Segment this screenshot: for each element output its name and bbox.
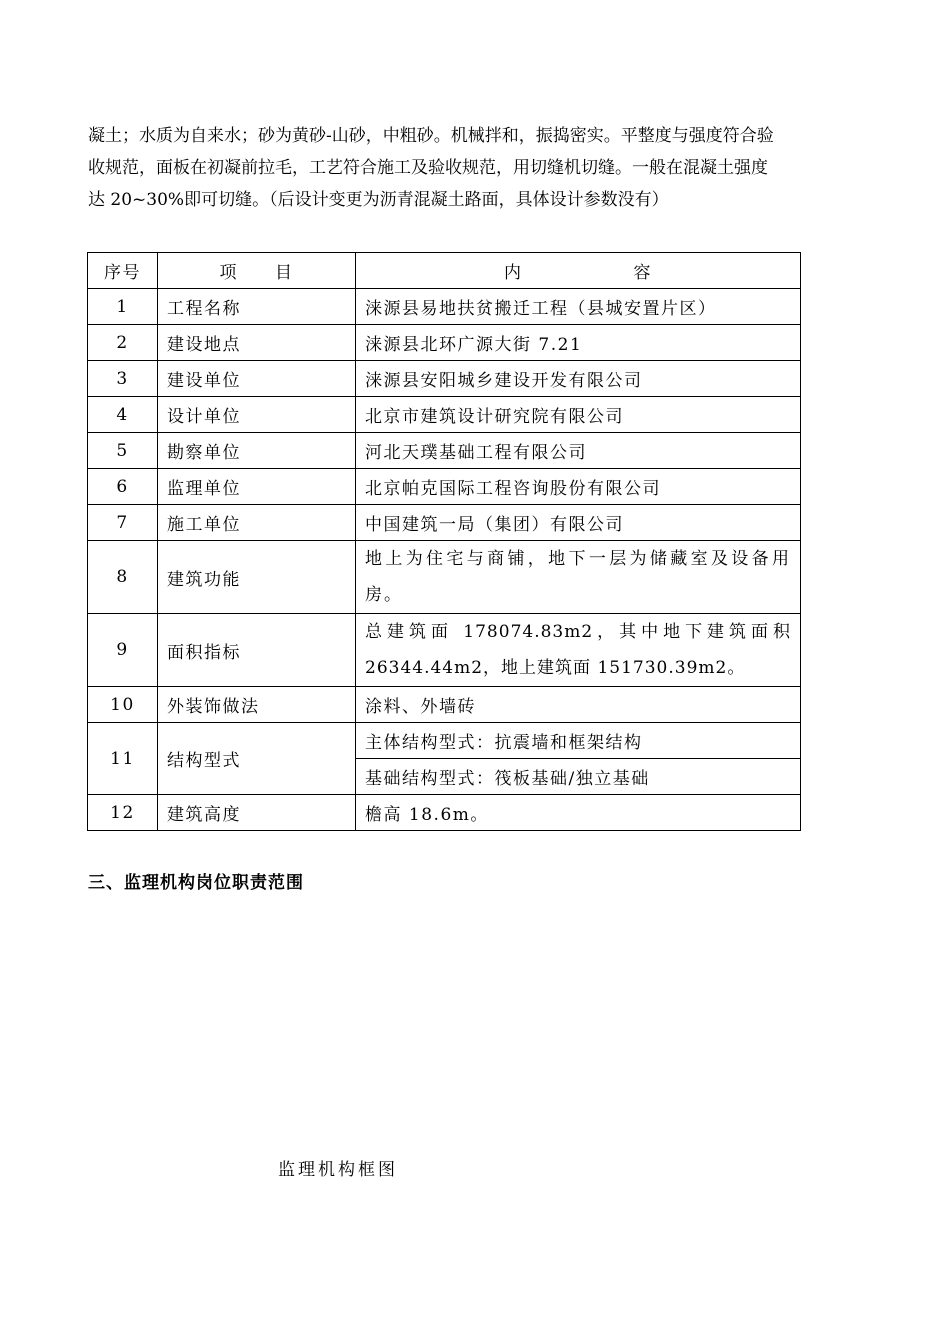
row-content: 地上为住宅与商铺，地下一层为储藏室及设备用房。 — [356, 541, 801, 614]
body-paragraph — [88, 120, 866, 216]
row-item: 建设地点 — [158, 325, 356, 361]
paragraph-line: 达 20~30%即可切缝。（后设计变更为沥青混凝土路面，具体设计参数没有） — [88, 190, 669, 210]
row-no: 6 — [88, 469, 158, 505]
row-content: 总建筑面 178074.83m2，其中地下建筑面积 26344.44m2，地上建筑面 151730.39m2。 — [356, 614, 801, 687]
row-content: 涞源县北环广源大街 7.21 — [356, 325, 801, 361]
table-row — [88, 397, 801, 433]
row-no: 10 — [88, 687, 158, 723]
row-item: 建设单位 — [158, 361, 356, 397]
row-item: 监理单位 — [158, 469, 356, 505]
row-no: 5 — [88, 433, 158, 469]
row-content: 涞源县安阳城乡建设开发有限公司 — [356, 361, 801, 397]
table-row — [88, 687, 801, 723]
row-no: 3 — [88, 361, 158, 397]
table-row — [88, 325, 801, 361]
row-content: 北京帕克国际工程咨询股份有限公司 — [356, 469, 801, 505]
header-content: 内 容 — [356, 253, 801, 289]
table-row — [88, 795, 801, 831]
row-item: 外装饰做法 — [158, 687, 356, 723]
table-row — [88, 541, 801, 614]
row-content: 涂料、外墙砖 — [356, 687, 801, 723]
figure-caption: 监理机构框图 — [278, 1160, 398, 1180]
row-content: 基础结构型式：筏板基础/独立基础 — [356, 759, 801, 795]
row-no: 12 — [88, 795, 158, 831]
table-row — [88, 723, 801, 759]
row-no: 7 — [88, 505, 158, 541]
row-item: 施工单位 — [158, 505, 356, 541]
row-content: 檐高 18.6m。 — [356, 795, 801, 831]
table-row — [88, 361, 801, 397]
row-item: 勘察单位 — [158, 433, 356, 469]
table-header-row — [88, 253, 801, 289]
row-no: 11 — [88, 723, 158, 795]
row-content: 河北天璞基础工程有限公司 — [356, 433, 801, 469]
row-content: 主体结构型式：抗震墙和框架结构 — [356, 723, 801, 759]
section-heading: 三、监理机构岗位职责范围 — [88, 873, 304, 893]
table-row — [88, 505, 801, 541]
table-row — [88, 614, 801, 687]
row-item: 工程名称 — [158, 289, 356, 325]
table-row — [88, 289, 801, 325]
project-info-table — [87, 252, 801, 831]
table-row — [88, 469, 801, 505]
paragraph-line: 凝土；水质为自来水；砂为黄砂-山砂，中粗砂。机械拌和，振捣密实。平整度与强度符合验 — [88, 126, 774, 146]
row-item: 结构型式 — [158, 723, 356, 795]
row-no: 9 — [88, 614, 158, 687]
header-no: 序号 — [88, 253, 158, 289]
row-no: 8 — [88, 541, 158, 614]
row-no: 4 — [88, 397, 158, 433]
row-item: 面积指标 — [158, 614, 356, 687]
row-item: 建筑高度 — [158, 795, 356, 831]
table-row — [88, 433, 801, 469]
row-no: 2 — [88, 325, 158, 361]
row-item: 设计单位 — [158, 397, 356, 433]
row-content: 中国建筑一局（集团）有限公司 — [356, 505, 801, 541]
row-content: 涞源县易地扶贫搬迁工程（县城安置片区） — [356, 289, 801, 325]
header-item: 项 目 — [158, 253, 356, 289]
row-content: 北京市建筑设计研究院有限公司 — [356, 397, 801, 433]
row-no: 1 — [88, 289, 158, 325]
row-item: 建筑功能 — [158, 541, 356, 614]
paragraph-line: 收规范，面板在初凝前拉毛，工艺符合施工及验收规范，用切缝机切缝。一般在混凝土强度 — [88, 158, 768, 178]
